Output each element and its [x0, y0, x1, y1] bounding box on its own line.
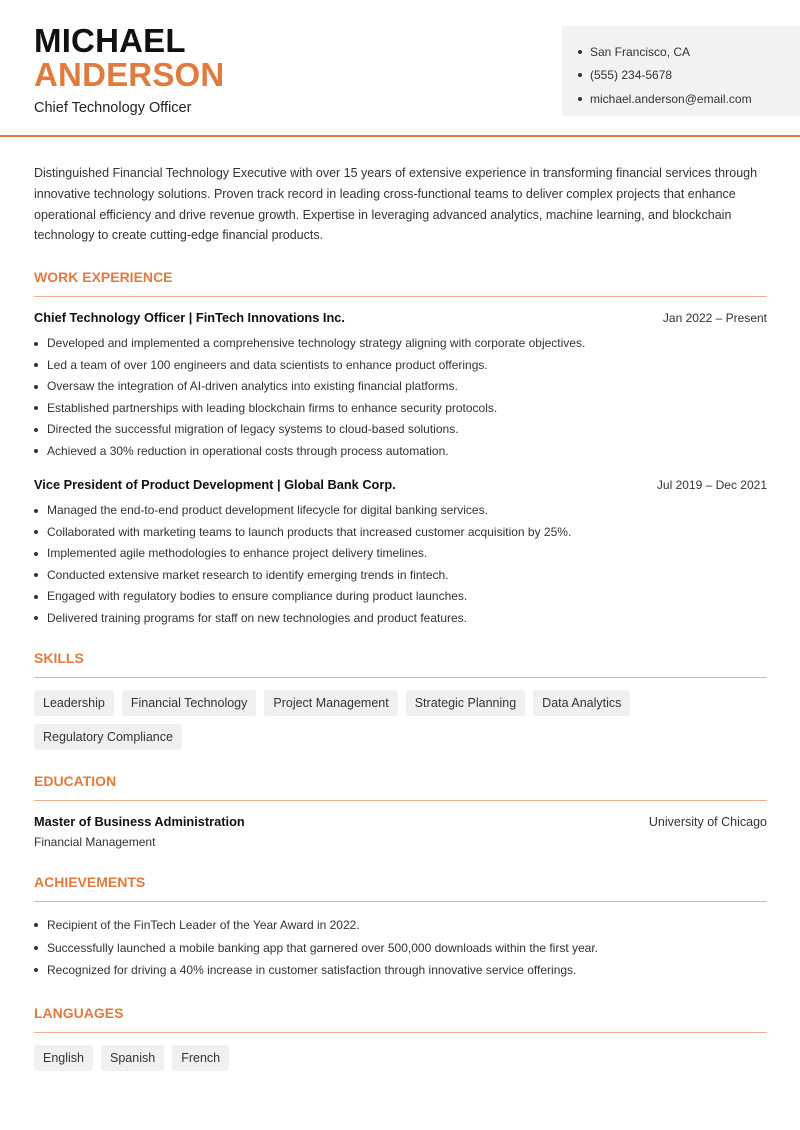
contact-box: [562, 26, 800, 116]
education-header: [34, 813, 767, 831]
resume-content: [34, 137, 767, 1071]
skill-chip: Strategic Planning: [406, 690, 525, 716]
bullet-icon: [34, 385, 38, 389]
skill-chip: Financial Technology: [122, 690, 257, 716]
bullet-icon: [34, 342, 38, 346]
last-name: ANDERSON: [34, 56, 225, 93]
achievements-list: [34, 914, 767, 982]
list-item: [34, 608, 767, 630]
skills-list: [34, 690, 767, 750]
list-item-text: Recognized for driving a 40% increase in customer satisfaction through innovative service offerings.: [47, 963, 577, 978]
education-section-title: EDUCATION: [34, 772, 767, 801]
achievements-section-title: ACHIEVEMENTS: [34, 873, 767, 902]
location-text: San Francisco, CA: [590, 44, 691, 59]
languages-section-title: LANGUAGES: [34, 1004, 767, 1033]
languages-list: [34, 1045, 767, 1071]
job-dates: Jul 2019 – Dec 2021: [656, 478, 767, 493]
language-chip: Spanish: [101, 1045, 164, 1071]
skill-chip: Regulatory Compliance: [34, 724, 182, 750]
bullet-icon: [34, 573, 38, 577]
list-item-text: Led a team of over 100 engineers and data scientists to enhance product offerings.: [47, 357, 488, 372]
contact-phone: [578, 64, 800, 88]
list-item-text: Implemented agile methodologies to enhance project delivery timelines.: [47, 546, 428, 561]
bullet-icon: [34, 946, 38, 950]
education-section: [34, 772, 767, 851]
bullet-icon: [34, 509, 38, 513]
bullet-icon: [34, 363, 38, 367]
list-item: [34, 565, 767, 587]
skills-section-title: SKILLS: [34, 649, 767, 678]
list-item: [34, 500, 767, 522]
list-item: [34, 522, 767, 544]
list-item-text: Developed and implemented a comprehensive technology strategy aligning with corporate objectives.: [47, 336, 586, 351]
list-item-text: Delivered training programs for staff on new technologies and product features.: [47, 610, 468, 625]
list-item: [34, 398, 767, 420]
job-role: Vice President of Product Development | Global Bank Corp.: [34, 477, 396, 493]
list-item: [34, 355, 767, 377]
job-dates: Jan 2022 – Present: [662, 311, 767, 326]
list-item: [34, 543, 767, 565]
list-item: [34, 959, 767, 982]
bullet-icon: [578, 73, 582, 77]
list-item: [34, 441, 767, 463]
bullet-icon: [34, 449, 38, 453]
work-section-title: WORK EXPERIENCE: [34, 268, 767, 297]
skills-section: [34, 649, 767, 750]
bullet-icon: [34, 595, 38, 599]
language-chip: English: [34, 1045, 93, 1071]
languages-section: [34, 1004, 767, 1071]
bullet-icon: [34, 428, 38, 432]
skill-chip: Leadership: [34, 690, 114, 716]
list-item-text: Conducted extensive market research to identify emerging trends in fintech.: [47, 567, 449, 582]
list-item: [34, 333, 767, 355]
bullet-icon: [34, 968, 38, 972]
skill-chip: Project Management: [264, 690, 397, 716]
education-school: University of Chicago: [648, 815, 767, 830]
bullet-icon: [34, 616, 38, 620]
first-name: MICHAEL: [34, 22, 186, 59]
summary-paragraph: Distinguished Financial Technology Executive with over 15 years of extensive experience in transforming financial services through innovative technology solutions. Proven track record in leading cross-functional teams to deliver complex projects that enhance operational efficiency and drive revenue growth. Expertise in leveraging advanced analytics, machine learning, and blockchain technology to create cutting-edge financial products.: [34, 166, 758, 243]
language-chip: French: [172, 1045, 229, 1071]
job-header: [34, 309, 767, 327]
list-item: [34, 419, 767, 441]
education-degree: Master of Business Administration: [34, 814, 245, 830]
list-item-text: Engaged with regulatory bodies to ensure compliance during product launches.: [47, 589, 468, 604]
list-item-text: Oversaw the integration of AI-driven analytics into existing financial platforms.: [47, 379, 458, 394]
education-field: Financial Management: [34, 835, 156, 850]
job-bullets: [34, 333, 767, 462]
list-item-text: Recipient of the FinTech Leader of the Year Award in 2022.: [47, 918, 360, 933]
resume-header: [0, 0, 800, 137]
contact-email: [578, 87, 800, 111]
list-item-text: Successfully launched a mobile banking app that garnered over 500,000 downloads within the first year.: [47, 940, 599, 955]
job-entry: [34, 476, 767, 629]
bullet-icon: [34, 923, 38, 927]
job-header: [34, 476, 767, 494]
bullet-icon: [34, 530, 38, 534]
email-text: michael.anderson@email.com: [590, 91, 752, 106]
bullet-icon: [578, 97, 582, 101]
bullet-icon: [34, 406, 38, 410]
list-item: [34, 376, 767, 398]
bullet-icon: [34, 552, 38, 556]
job-bullets: [34, 500, 767, 629]
list-item-text: Achieved a 30% reduction in operational costs through process automation.: [47, 443, 449, 458]
list-item-text: Established partnerships with leading blockchain firms to enhance security protocols.: [47, 400, 498, 415]
list-item-text: Managed the end-to-end product development lifecycle for digital banking services.: [47, 503, 488, 518]
list-item: [34, 937, 767, 960]
list-item: [34, 586, 767, 608]
bullet-icon: [578, 50, 582, 54]
list-item-text: Collaborated with marketing teams to launch products that increased customer acquisition by 25%.: [47, 524, 572, 539]
phone-text: (555) 234-5678: [590, 68, 673, 83]
job-entry: [34, 309, 767, 462]
contact-location: [578, 40, 800, 64]
list-item: [34, 914, 767, 937]
skill-chip: Data Analytics: [533, 690, 630, 716]
list-item-text: Directed the successful migration of legacy systems to cloud-based solutions.: [47, 422, 459, 437]
work-section: [34, 268, 767, 629]
job-role: Chief Technology Officer | FinTech Innovations Inc.: [34, 310, 345, 326]
achievements-section: [34, 873, 767, 982]
job-title: Chief Technology Officer: [34, 100, 192, 116]
